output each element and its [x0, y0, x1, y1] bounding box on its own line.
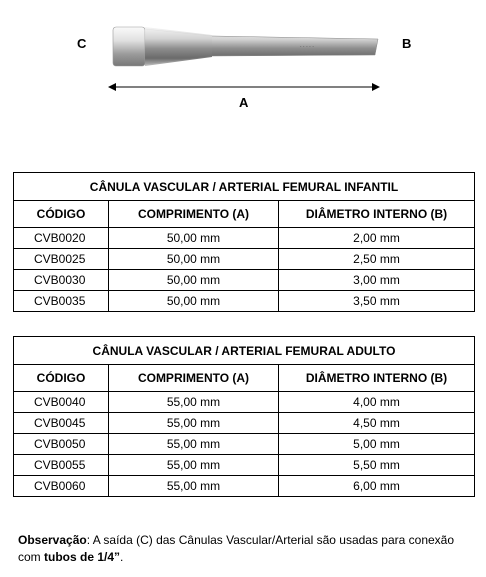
cell-codigo: CVB0030 — [14, 270, 109, 291]
cell-diametro: 5,50 mm — [279, 455, 475, 476]
cannula-figure — [0, 0, 486, 120]
table-title: CÂNULA VASCULAR / ARTERIAL FEMURAL INFANTIL — [14, 173, 475, 201]
svg-text:· · · · ·: · · · · · — [300, 44, 314, 50]
table-row — [14, 249, 475, 270]
cell-comprimento: 50,00 mm — [109, 228, 279, 249]
table-row — [14, 413, 475, 434]
note-end: . — [120, 550, 124, 564]
cell-diametro: 4,00 mm — [279, 392, 475, 413]
header-codigo: CÓDIGO — [14, 201, 109, 228]
cell-diametro: 2,00 mm — [279, 228, 475, 249]
cell-diametro: 2,50 mm — [279, 249, 475, 270]
cell-codigo: CVB0025 — [14, 249, 109, 270]
table-adulto — [13, 336, 475, 497]
cell-codigo: CVB0045 — [14, 413, 109, 434]
cell-comprimento: 55,00 mm — [109, 455, 279, 476]
label-b: B — [402, 36, 412, 51]
table-row — [14, 270, 475, 291]
cell-codigo: CVB0020 — [14, 228, 109, 249]
cell-comprimento: 55,00 mm — [109, 392, 279, 413]
table-row — [14, 476, 475, 497]
label-a: A — [239, 95, 249, 110]
label-c: C — [77, 36, 87, 51]
table-row — [14, 455, 475, 476]
note-text: : A saída (C) das Cânulas Vascular/Arterial são usadas para conexão com — [18, 533, 455, 564]
cell-codigo: CVB0050 — [14, 434, 109, 455]
note-bold: tubos de 1/4” — [44, 550, 121, 564]
cell-codigo: CVB0035 — [14, 291, 109, 312]
table-infantil — [13, 172, 475, 312]
header-diametro: DIÂMETRO INTERNO (B) — [279, 365, 475, 392]
table-title: CÂNULA VASCULAR / ARTERIAL FEMURAL ADULTO — [14, 337, 475, 365]
cell-diametro: 5,00 mm — [279, 434, 475, 455]
table-row — [14, 228, 475, 249]
cell-comprimento: 55,00 mm — [109, 434, 279, 455]
cell-codigo: CVB0060 — [14, 476, 109, 497]
cell-comprimento: 50,00 mm — [109, 270, 279, 291]
cell-comprimento: 55,00 mm — [109, 413, 279, 434]
header-diametro: DIÂMETRO INTERNO (B) — [279, 201, 475, 228]
header-comprimento: COMPRIMENTO (A) — [109, 365, 279, 392]
header-codigo: CÓDIGO — [14, 365, 109, 392]
cell-comprimento: 50,00 mm — [109, 249, 279, 270]
cell-diametro: 4,50 mm — [279, 413, 475, 434]
note-label: Observação — [18, 533, 87, 547]
cell-diametro: 3,50 mm — [279, 291, 475, 312]
observation-note — [18, 532, 468, 566]
cell-diametro: 6,00 mm — [279, 476, 475, 497]
cell-comprimento: 55,00 mm — [109, 476, 279, 497]
cell-comprimento: 50,00 mm — [109, 291, 279, 312]
table-row — [14, 291, 475, 312]
cell-diametro: 3,00 mm — [279, 270, 475, 291]
cell-codigo: CVB0040 — [14, 392, 109, 413]
cell-codigo: CVB0055 — [14, 455, 109, 476]
header-comprimento: COMPRIMENTO (A) — [109, 201, 279, 228]
table-row — [14, 392, 475, 413]
table-row — [14, 434, 475, 455]
